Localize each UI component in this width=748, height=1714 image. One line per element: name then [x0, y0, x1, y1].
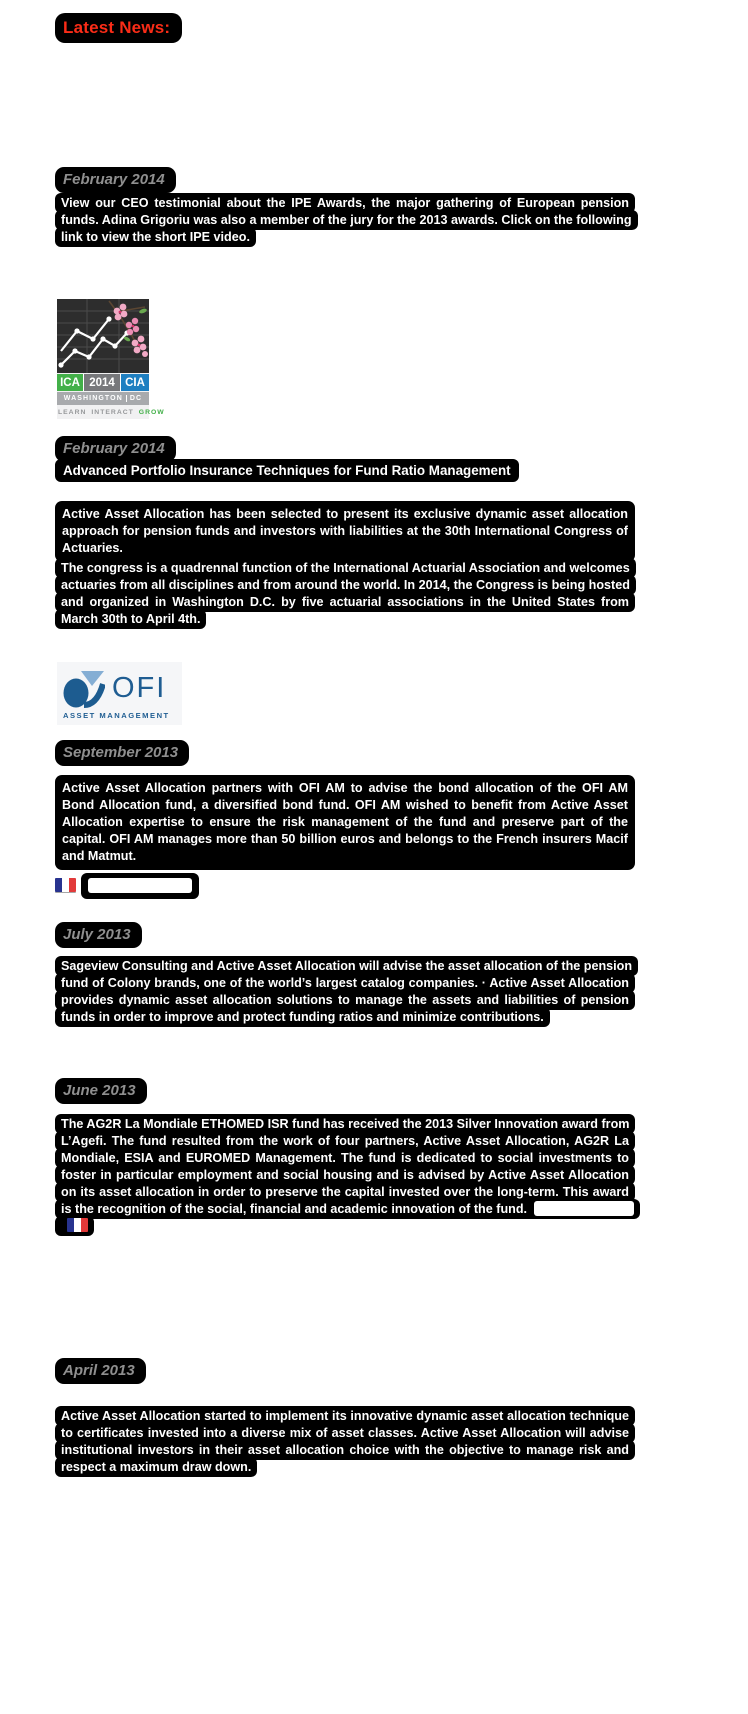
- page-header: [55, 18, 182, 38]
- news-date: June 2013: [55, 1078, 147, 1104]
- ofi-alpha-icon: [63, 668, 105, 708]
- news-text: Sageview Consulting and Active Asset Allocation will advise the asset allocation of the pension fund of Colony brands, one of the world’s largest catalog companies. · Active Asset Allocation provides dynamic asset allocation solutions to manage the assets and liabilities of pension funds in order to improve and protect funding ratios and minimize contributions.: [61, 959, 633, 1024]
- news-text: Active Asset Allocation partners with OFI AM to advise the bond allocation of the OFI AM Bond Allocation fund, a diversified bond fund. OFI AM wished to benefit from Active Asset Allocation expertise to ensure the risk management of the fund and preserve part of the capital. OFI AM manages more than 50 billion euros and belongs to the French insurers Macif and Matmut.: [62, 781, 628, 863]
- french-flag-icon[interactable]: [67, 1218, 88, 1232]
- ofi-wordmark: OFI: [112, 671, 167, 704]
- news-date: February 2014: [55, 167, 176, 193]
- news-body: [55, 775, 635, 870]
- ofi-subtitle: ASSET MANAGEMENT: [63, 711, 170, 720]
- ica-city-band: [57, 392, 149, 405]
- news-body-para2: [55, 560, 635, 628]
- ica-label: ICA: [57, 374, 83, 391]
- dc-label: DC: [126, 395, 142, 402]
- link-placeholder-box[interactable]: [88, 878, 192, 893]
- news-date: September 2013: [55, 740, 189, 766]
- headline-text: Advanced Portfolio Insurance Techniques for Fund Ratio Management: [63, 463, 511, 478]
- news-headline: [55, 462, 635, 480]
- news-body: [55, 1116, 635, 1235]
- news-text: Active Asset Allocation started to implement its innovative dynamic asset allocation technique to certificates invested into a diverse mix of asset classes. Active Asset Allocation will advise institutional investors in their asset allocation choice with the objective to manage risk and respect a maximum draw down.: [61, 1409, 629, 1474]
- news-item-ofi-am: [55, 744, 635, 895]
- news-date: April 2013: [55, 1358, 146, 1384]
- ofi-am-logo[interactable]: [57, 662, 182, 725]
- news-body: [55, 958, 635, 1026]
- news-text: The AG2R La Mondiale ETHOMED ISR fund has received the 2013 Silver Innovation award from L’Agefi. The fund resulted from the work of four partners, Active Asset Allocation, AG2R La Mondiale, ESIA and EUROMED Management. The fund is dedicated to social investments to foster in particular employment and social housing and is advised by Active Asset Allocation on its asset allocation in order to preserve the capital invested over the long-term. This award is the recognition of the social, financial and academic innovation of the fund.: [61, 1117, 630, 1216]
- news-text: Active Asset Allocation has been selected to present its exclusive dynamic asset allocation approach for pension funds and investors with liabilities at the 30th International Congress of Actuaries.: [62, 507, 628, 555]
- link-highlight: [81, 873, 199, 899]
- news-body: [55, 195, 635, 246]
- news-item-congress: [55, 440, 635, 628]
- ica-logo-wordmark: [57, 374, 149, 391]
- news-item-sageview: [55, 926, 635, 1026]
- news-item-certificates: [55, 1362, 635, 1476]
- news-text: The congress is a quadrennal function of the International Actuarial Association and welcomes actuaries from all disciplines and from around the world. In 2014, the Congress is being hosted and organized in Washington D.C. by five actuarial associations in the United States from March 30th to April 4th.: [61, 561, 630, 626]
- ica-congress-logo[interactable]: [57, 299, 165, 419]
- grow-label: GROW: [138, 409, 165, 416]
- washington-label: WASHINGTON: [63, 395, 123, 402]
- news-date: February 2014: [55, 436, 176, 462]
- learn-label: LEARN: [58, 409, 87, 416]
- news-date: July 2013: [55, 922, 142, 948]
- ica-line-chart-graphic: [57, 299, 149, 373]
- ica-year-label: 2014: [84, 374, 120, 391]
- latest-news-label: Latest News:: [55, 13, 182, 43]
- news-body: [55, 1408, 635, 1476]
- cia-label: CIA: [121, 374, 149, 391]
- news-text: View our CEO testimonial about the IPE Awards, the major gathering of European pension funds. Adina Grigoriu was also a member of the jury for the 2013 awards. Click on the following link to view the short IPE video.: [61, 196, 632, 244]
- language-link-row: [55, 877, 635, 895]
- news-body-para1: [55, 501, 635, 562]
- news-item-ipe-awards: [55, 171, 635, 246]
- french-flag-icon[interactable]: [55, 878, 76, 892]
- ica-tagline: [57, 409, 165, 416]
- news-item-ag2r: [55, 1082, 635, 1235]
- link-placeholder-box[interactable]: [534, 1201, 634, 1216]
- interact-label: INTERACT: [91, 409, 134, 416]
